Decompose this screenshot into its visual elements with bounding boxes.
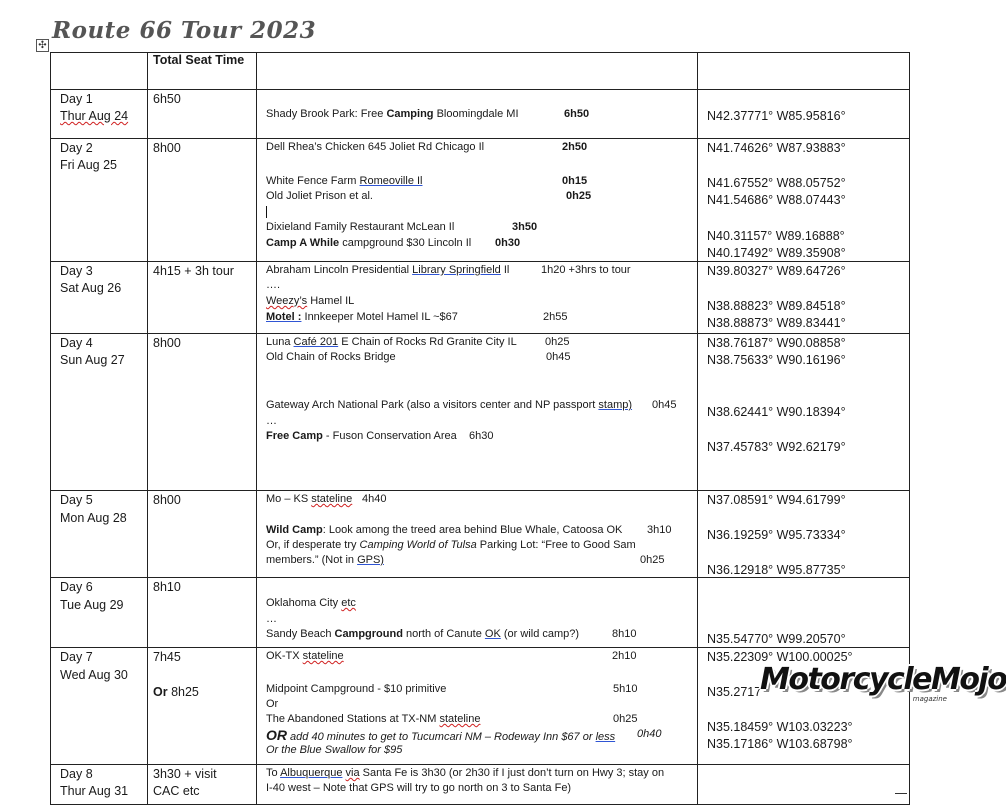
day-label: Day 1 [60,92,93,106]
gps-coordinate: N40.17492° W89.35908° [707,246,846,260]
leg-time: 6h50 [564,108,590,120]
leg-time: 4h40 [362,493,387,505]
seat-time: 8h00 [153,141,181,155]
gps-coordinate: N39.80327° W89.64726° [707,264,846,278]
place-link[interactable]: GPS) [357,554,384,566]
header-cell-empty [257,53,698,90]
seat-time: 3h30 + visit [153,767,217,781]
gps-coordinate: N38.88823° W89.84518° [707,299,846,313]
table-row [51,262,910,334]
itinerary-line: White Fence Farm Romeoville Il [266,175,423,187]
itinerary-line: Dixieland Family Restaurant McLean Il [266,221,455,233]
itinerary-line: Camp A While campground $30 Lincoln Il [266,237,472,249]
table-row [51,334,910,491]
itinerary-line: Oklahoma City etc [266,597,356,609]
day-date: Thur Aug 24 [60,109,129,123]
leg-time: 1h20 +3hrs to tour [541,264,631,276]
gps-coordinate: N38.76187° W90.08858° [707,336,846,350]
gps-coordinate: N41.67552° W88.05752° [707,176,846,190]
gps-coordinate: N35.17186° W103.68798° [707,737,853,751]
seat-time: 8h00 [153,336,181,350]
text-cursor [266,206,267,218]
gps-coordinate: N41.54686° W88.07443° [707,193,846,207]
table-row [51,491,910,578]
table-resize-handle[interactable] [895,793,907,800]
gps-coordinate: N38.62441° W90.18394° [707,405,846,419]
leg-time: 3h10 [647,524,672,536]
table-row [51,90,910,139]
table-row [51,139,910,262]
day-date: Sat Aug 26 [60,281,122,295]
leg-time: 0h40 [637,728,662,740]
leg-time: 0h25 [640,554,665,566]
day-date: Wed Aug 30 [60,668,128,682]
itinerary-line: Mo – KS stateline [266,493,353,505]
itinerary-line: I-40 west – Note that GPS will try to go north on 3 to Santa Fe) [266,782,572,794]
leg-time: 0h45 [546,351,571,363]
seat-time: 6h50 [153,92,181,106]
itinerary-line: Or the Blue Swallow for $95 [266,744,403,756]
day-date: Mon Aug 28 [60,511,127,525]
seat-time: 8h00 [153,493,181,507]
header-cell-empty [698,53,910,90]
table-move-handle-icon[interactable]: ✣ [36,39,49,52]
day-date: Sun Aug 27 [60,353,125,367]
seat-time: 4h15 + 3h tour [153,264,234,278]
day-label: Day 2 [60,141,93,155]
header-cell-empty [51,53,148,90]
place-link[interactable]: OK [484,628,501,640]
seat-time-alt: Or 8h25 [153,685,199,699]
leg-time: 6h30 [469,430,494,442]
itinerary-line: members.” (Not in GPS) [266,554,384,566]
itinerary-line: Gateway Arch National Park (also a visitors center and NP passport stamp) [266,399,633,411]
day-date: Fri Aug 25 [60,158,117,172]
itinerary-line: The Abandoned Stations at TX-NM stateline [266,713,481,725]
table-row [51,578,910,648]
itinerary-line: …. [266,279,281,291]
leg-time: 2h55 [543,311,568,323]
table-header-row [51,53,910,90]
gps-coordinate: N37.45783° W92.62179° [707,440,846,454]
leg-time: 2h50 [562,141,588,153]
place-link[interactable]: less [595,731,616,743]
gps-coordinate: N36.19259° W95.73334° [707,528,846,542]
day-label: Day 6 [60,580,93,594]
day-date: Thur Aug 31 [60,784,129,798]
place-link[interactable]: stamp) [598,399,633,411]
itinerary-line: Free Camp - Fuson Conservation Area [266,430,457,442]
gps-coordinate: N38.75633° W90.16196° [707,353,846,367]
motorcycle-mojo-watermark: MotorcycleMojo magazine [760,662,1006,703]
itinerary-line: Abraham Lincoln Presidential Library Springfield Il [266,264,510,276]
itinerary-line: Dell Rhea’s Chicken 645 Joliet Rd Chicago Il [266,141,485,153]
itinerary-line: Or, if desperate try Camping World of Tulsa Parking Lot: “Free to Good Sam [266,539,636,551]
gps-coordinate: N35.54770° W99.20570° [707,632,846,646]
itinerary-line: OK-TX stateline [266,650,344,662]
itinerary-line: Shady Brook Park: Free Camping Bloomingdale MI [266,108,519,120]
itinerary-line: Sandy Beach Campground north of Canute OK (or wild camp?) [266,628,580,640]
leg-time: 0h25 [566,190,592,202]
leg-time: 0h45 [652,399,677,411]
gps-coordinate: N38.88873° W89.83441° [707,316,846,330]
leg-time: 5h10 [613,683,638,695]
seat-time: 8h10 [153,580,181,594]
document-title: Route 66 Tour 2023 [52,17,317,44]
itinerary-line: OR add 40 minutes to get to Tucumcari NM – Rodeway Inn $67 or less [266,727,616,743]
place-link[interactable]: Albuquerque [280,767,343,779]
itinerary-line: Motel : Innkeeper Motel Hamel IL ~$67 [266,311,458,323]
leg-time: 0h25 [613,713,638,725]
leg-time: 0h30 [495,237,521,249]
header-seat-time: Total Seat Time [148,53,257,90]
gps-coordinate: N35.2717 [707,685,762,699]
itinerary-line: Weezy’s Hamel IL [266,295,355,307]
seat-time: 7h45 [153,650,181,664]
gps-coordinate: N42.37771° W85.95816° [707,109,846,123]
day-label: Day 4 [60,336,93,350]
day-label: Day 7 [60,650,93,664]
day-label: Day 5 [60,493,93,507]
leg-time: 8h10 [612,628,637,640]
itinerary-line: Old Chain of Rocks Bridge [266,351,396,363]
itinerary-line: To Albuquerque via Santa Fe is 3h30 (or 2h30 if I just don’t turn on Hwy 3; stay on [266,767,665,779]
place-link[interactable]: Library Springfield [412,264,501,276]
gps-coordinate: N37.08591° W94.61799° [707,493,846,507]
itinerary-line: Wild Camp: Look among the treed area behind Blue Whale, Catoosa OK [266,524,623,536]
gps-coordinate: N35.22309° W100.00025° [707,650,853,664]
leg-time: 0h15 [562,175,588,187]
leg-time: 0h25 [545,336,570,348]
place-link[interactable]: Romeoville Il [359,175,423,187]
seat-time-extra: CAC etc [153,784,200,798]
itinerary-line: … [266,613,277,625]
itinerary-line: Or [266,698,279,710]
gps-coordinate: N35.18459° W103.03223° [707,720,853,734]
leg-time: 3h50 [512,221,538,233]
itinerary-line: Midpoint Campground - $10 primitive [266,683,447,695]
itinerary-line: … [266,415,277,427]
leg-time: 2h10 [612,650,637,662]
itinerary-line: Old Joliet Prison et al. [266,190,373,202]
gps-coordinate: N41.74626° W87.93883° [707,141,846,155]
table-row [51,765,910,805]
gps-coordinate: N40.31157° W89.16888° [707,229,845,243]
day-label: Day 3 [60,264,93,278]
gps-coordinate: N36.12918° W95.87735° [707,563,846,577]
place-link[interactable]: Café 201 [293,336,339,348]
itinerary-line: Luna Café 201 E Chain of Rocks Rd Granite City IL [266,336,517,348]
day-date: Tue Aug 29 [60,598,124,612]
day-label: Day 8 [60,767,93,781]
